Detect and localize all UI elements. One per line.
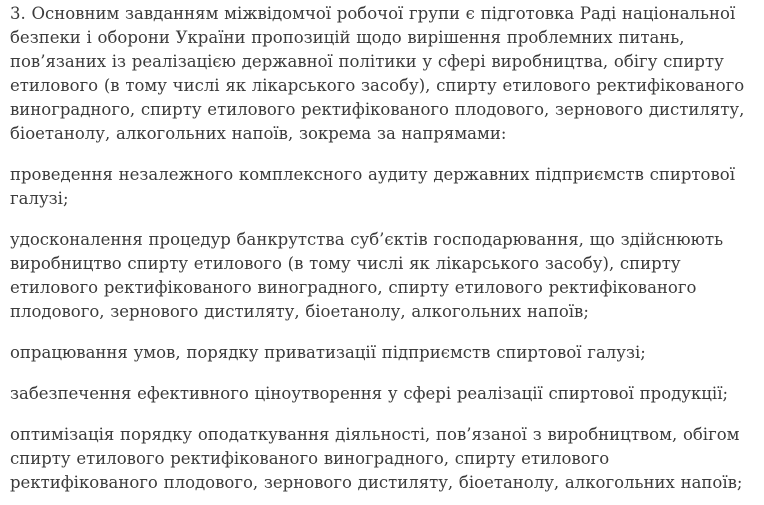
paragraph-taxation: оптимізація порядку оподаткування діяльності, пов’язаної з виробництвом, обігом спирту етилового ректифікованого виноградного, спирту етилового ректифікованого плодового, зернового дистиляту, біоетанолу, алкогольних напоїв;	[10, 425, 743, 492]
document-body	[10, 2, 758, 495]
paragraph-main-task: 3. Основним завданням міжвідомчої робочої групи є підготовка Раді національної безпеки і оборони України пропозицій щодо вирішення проблемних питань, пов’язаних із реалізацією державної політики у сфері виробництва, обігу спирту етилового (в тому числі як лікарського засобу), спирту етилового ректифікованого виноградного, спирту етилового ректифікованого плодового, зернового дистиляту, біоетанолу, алкогольних напоїв, зокрема за напрямами:	[10, 4, 745, 143]
paragraph-audit: проведення незалежного комплексного аудиту державних підприємств спиртової галузі;	[10, 165, 735, 208]
paragraph-privatization: опрацювання умов, порядку приватизації підприємств спиртової галузі;	[10, 343, 646, 362]
paragraph-bankruptcy-procedures: удосконалення процедур банкрутства суб’єктів господарювання, що здійснюють виробництво спирту етилового (в тому числі як лікарського засобу), спирту етилового ректифікованого виноградного, спирту етилового ректифікованого плодового, зернового дистиляту, біоетанолу, алкогольних напоїв;	[10, 230, 724, 321]
paragraph-pricing: забезпечення ефективного ціноутворення у сфері реалізації спиртової продукції;	[10, 384, 729, 403]
